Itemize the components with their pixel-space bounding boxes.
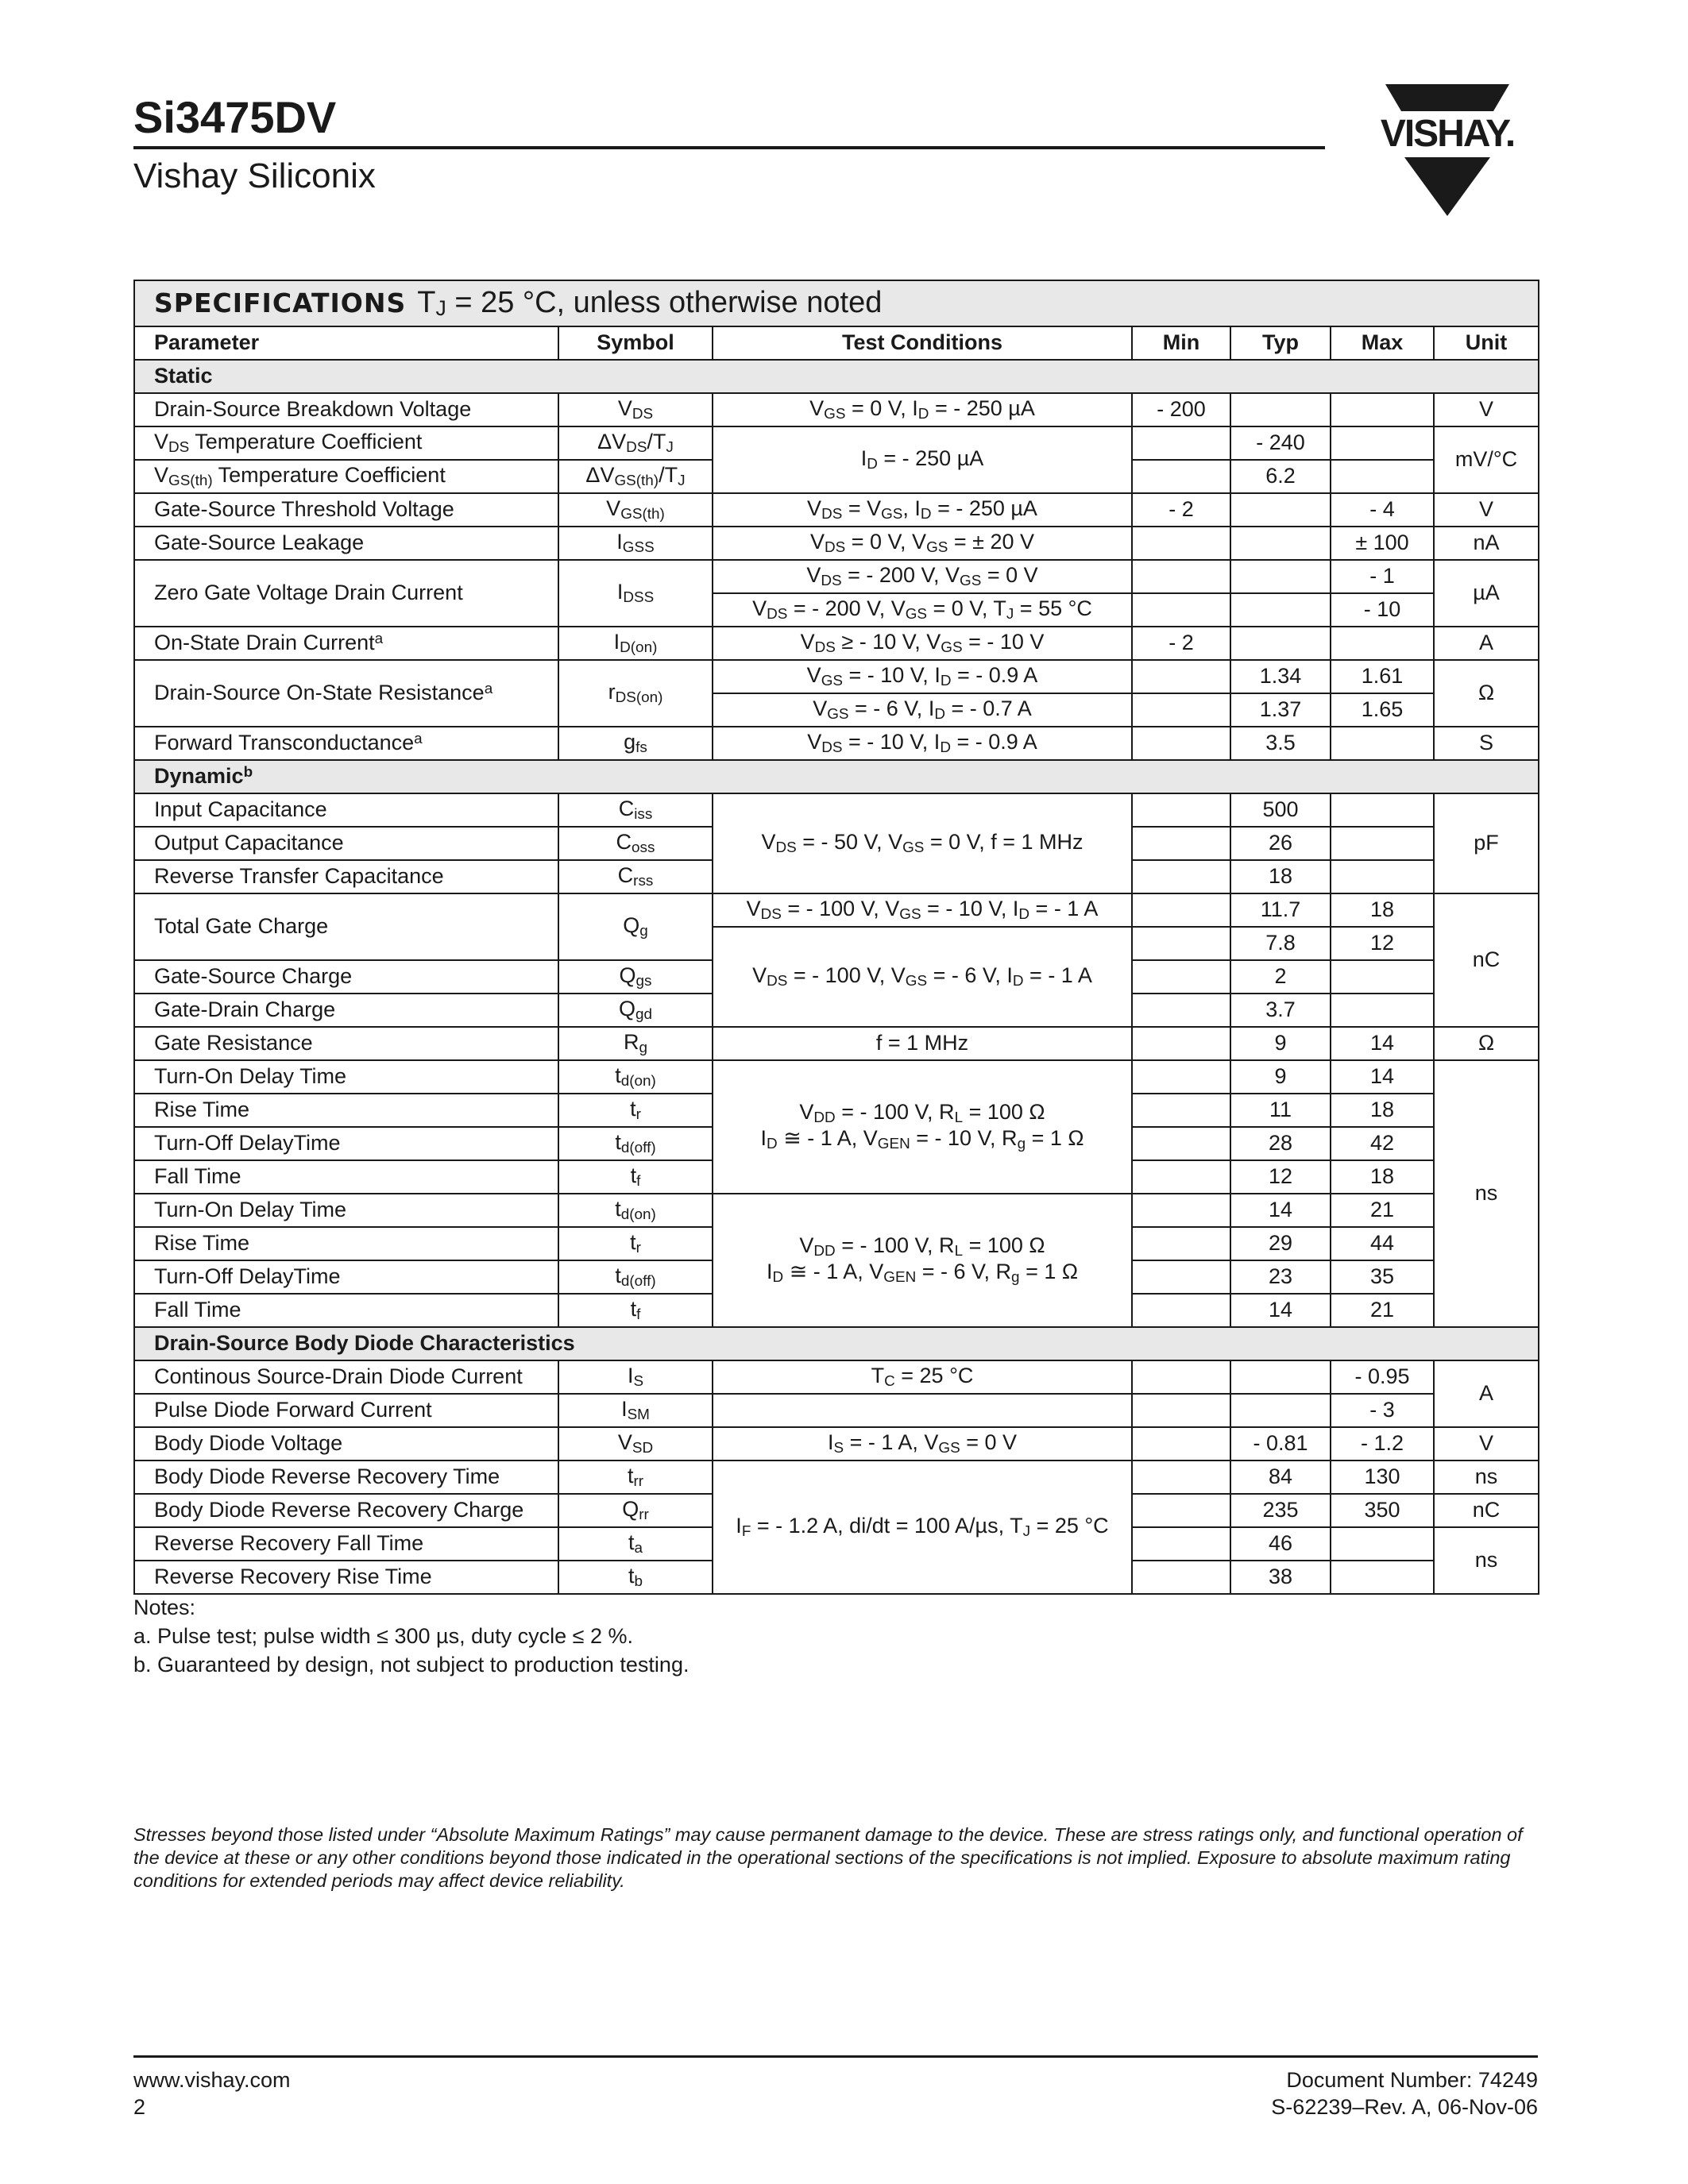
unit-cell: mV/°C bbox=[1434, 426, 1539, 493]
typ-cell: 28 bbox=[1230, 1127, 1331, 1160]
min-cell bbox=[1132, 1461, 1230, 1494]
min-cell bbox=[1132, 1027, 1230, 1060]
min-cell bbox=[1132, 527, 1230, 560]
table-row bbox=[134, 1394, 1539, 1427]
typ-cell bbox=[1230, 527, 1331, 560]
typ-cell: 18 bbox=[1230, 860, 1331, 893]
symbol-cell: $\Delta V_{DS}/T_J$ bbox=[558, 426, 713, 460]
col-min: Min bbox=[1132, 326, 1230, 360]
symbol-cell: $t_{rr}$ bbox=[558, 1461, 713, 1494]
max-cell: 18 bbox=[1331, 1160, 1434, 1194]
max-cell: 14 bbox=[1331, 1027, 1434, 1060]
unit-cell: nC bbox=[1434, 893, 1539, 1027]
part-number-title: Si3475DV bbox=[133, 92, 337, 142]
condition-cell: $V_{GS}$ = - 6 V, $I_D$ = - 0.7 A bbox=[713, 693, 1132, 727]
param-cell: $V_{GS(th)}$ Temperature Coefficient bbox=[134, 460, 558, 493]
param-cell: $V_{DS}$ Temperature Coefficient bbox=[134, 426, 558, 460]
notes-heading: Notes: bbox=[133, 1596, 196, 1619]
typ-cell: 46 bbox=[1230, 1527, 1331, 1561]
logo-text: VISHAY. bbox=[1380, 113, 1515, 155]
note-a: a. Pulse test; pulse width ≤ 300 µs, duty cycle ≤ 2 %. bbox=[133, 1624, 633, 1648]
max-cell bbox=[1331, 994, 1434, 1027]
condition-cell: $I_S$ = - 1 A, $V_{GS} = 0$ V bbox=[713, 1427, 1132, 1461]
table-row bbox=[134, 1427, 1539, 1461]
typ-cell: 11 bbox=[1230, 1094, 1331, 1127]
condition-cell: $I_F$ = - 1.2 A, di/dt = 100 A/µs, $T_J = 25$ °C bbox=[713, 1461, 1132, 1594]
max-cell: 42 bbox=[1331, 1127, 1434, 1160]
max-cell: ± 100 bbox=[1331, 527, 1434, 560]
specifications-table bbox=[133, 280, 1539, 1595]
max-cell: 350 bbox=[1331, 1494, 1434, 1527]
max-cell bbox=[1331, 460, 1434, 493]
condition-cell: f = 1 MHz bbox=[713, 1027, 1132, 1060]
typ-cell: - 0.81 bbox=[1230, 1427, 1331, 1461]
min-cell bbox=[1132, 994, 1230, 1027]
param-cell: Turn-Off DelayTime bbox=[134, 1260, 558, 1294]
param-cell: Gate-Source Leakage bbox=[134, 527, 558, 560]
unit-cell: Ω bbox=[1434, 660, 1539, 727]
condition-cell: $V_{DD}$ = - 100 V, $R_L = 100$ Ω $I_D$ ≅ - 1 A, $V_{GEN}$ = - 6 V, $R_g = 1$ Ω bbox=[713, 1194, 1132, 1327]
min-cell bbox=[1132, 1427, 1230, 1461]
vishay-logo bbox=[1360, 84, 1535, 216]
header-rule bbox=[133, 146, 1325, 149]
min-cell bbox=[1132, 660, 1230, 693]
min-cell bbox=[1132, 1561, 1230, 1594]
section-static: Static bbox=[134, 360, 1539, 393]
typ-cell: 2 bbox=[1230, 960, 1331, 994]
unit-cell: V bbox=[1434, 1427, 1539, 1461]
typ-cell bbox=[1230, 1394, 1331, 1427]
symbol-cell: $t_{d(off)}$ bbox=[558, 1260, 713, 1294]
symbol-cell: $t_f$ bbox=[558, 1160, 713, 1194]
section-dynamic: Dynamic$^b$ bbox=[134, 760, 1539, 793]
unit-cell: pF bbox=[1434, 793, 1539, 893]
symbol-cell: $t_b$ bbox=[558, 1561, 713, 1594]
max-cell bbox=[1331, 827, 1434, 860]
max-cell: - 1.2 bbox=[1331, 1427, 1434, 1461]
symbol-cell: $g_{fs}$ bbox=[558, 727, 713, 760]
min-cell bbox=[1132, 793, 1230, 827]
min-cell bbox=[1132, 593, 1230, 627]
section-row bbox=[134, 1327, 1539, 1360]
max-cell bbox=[1331, 727, 1434, 760]
min-cell bbox=[1132, 1094, 1230, 1127]
min-cell bbox=[1132, 1294, 1230, 1327]
symbol-cell: $t_{d(on)}$ bbox=[558, 1060, 713, 1094]
min-cell bbox=[1132, 893, 1230, 927]
unit-cell: A bbox=[1434, 627, 1539, 660]
max-cell bbox=[1331, 1527, 1434, 1561]
max-cell: 44 bbox=[1331, 1227, 1434, 1260]
min-cell bbox=[1132, 1494, 1230, 1527]
condition-cell: $V_{DS} = 0$ V, $V_{GS}$ = ± 20 V bbox=[713, 527, 1132, 560]
symbol-cell: $R_g$ bbox=[558, 1027, 713, 1060]
max-cell: 12 bbox=[1331, 927, 1434, 960]
document-number: Document Number: 74249 bbox=[1286, 2068, 1538, 2092]
unit-cell: A bbox=[1434, 1360, 1539, 1427]
max-cell: - 0.95 bbox=[1331, 1360, 1434, 1394]
symbol-cell: $t_r$ bbox=[558, 1227, 713, 1260]
unit-cell: ns bbox=[1434, 1527, 1539, 1594]
param-cell: Rise Time bbox=[134, 1227, 558, 1260]
typ-cell: 38 bbox=[1230, 1561, 1331, 1594]
typ-cell bbox=[1230, 493, 1331, 527]
max-cell: 35 bbox=[1331, 1260, 1434, 1294]
min-cell bbox=[1132, 727, 1230, 760]
unit-cell: V bbox=[1434, 393, 1539, 426]
table-row bbox=[134, 493, 1539, 527]
max-cell: 21 bbox=[1331, 1194, 1434, 1227]
company-subtitle: Vishay Siliconix bbox=[133, 156, 376, 195]
min-cell bbox=[1132, 560, 1230, 593]
column-header-row bbox=[134, 326, 1539, 360]
max-cell: - 10 bbox=[1331, 593, 1434, 627]
section-row bbox=[134, 760, 1539, 793]
footer-left bbox=[133, 2066, 291, 2120]
max-cell: - 4 bbox=[1331, 493, 1434, 527]
param-cell: Total Gate Charge bbox=[134, 893, 558, 960]
param-cell: Drain-Source On-State Resistance$^a$ bbox=[134, 660, 558, 727]
min-cell: - 200 bbox=[1132, 393, 1230, 426]
typ-cell: 3.5 bbox=[1230, 727, 1331, 760]
max-cell bbox=[1331, 426, 1434, 460]
table-row bbox=[134, 893, 1539, 927]
unit-cell: S bbox=[1434, 727, 1539, 760]
condition-cell: $V_{DS}$ = - 10 V, $I_D$ = - 0.9 A bbox=[713, 727, 1132, 760]
typ-cell: - 240 bbox=[1230, 426, 1331, 460]
symbol-cell: $V_{SD}$ bbox=[558, 1427, 713, 1461]
min-cell bbox=[1132, 460, 1230, 493]
symbol-cell: $t_a$ bbox=[558, 1527, 713, 1561]
condition-cell bbox=[713, 1394, 1132, 1427]
param-cell: Forward Transconductance$^a$ bbox=[134, 727, 558, 760]
condition-cell: $I_D$ = - 250 µA bbox=[713, 426, 1132, 493]
max-cell: 1.65 bbox=[1331, 693, 1434, 727]
param-cell: Input Capacitance bbox=[134, 793, 558, 827]
unit-cell: µA bbox=[1434, 560, 1539, 627]
max-cell: 21 bbox=[1331, 1294, 1434, 1327]
symbol-cell: $t_f$ bbox=[558, 1294, 713, 1327]
unit-cell: V bbox=[1434, 493, 1539, 527]
symbol-cell: $r_{DS(on)}$ bbox=[558, 660, 713, 727]
min-cell bbox=[1132, 1160, 1230, 1194]
min-cell bbox=[1132, 927, 1230, 960]
typ-cell: 29 bbox=[1230, 1227, 1331, 1260]
page-number: 2 bbox=[133, 2095, 146, 2119]
param-cell: Reverse Recovery Rise Time bbox=[134, 1561, 558, 1594]
param-cell: Rise Time bbox=[134, 1094, 558, 1127]
symbol-cell: $I_{D(on)}$ bbox=[558, 627, 713, 660]
typ-cell: 14 bbox=[1230, 1194, 1331, 1227]
min-cell bbox=[1132, 1194, 1230, 1227]
typ-cell: 9 bbox=[1230, 1027, 1331, 1060]
symbol-cell: $C_{rss}$ bbox=[558, 860, 713, 893]
param-cell: Body Diode Reverse Recovery Time bbox=[134, 1461, 558, 1494]
table-row bbox=[134, 793, 1539, 827]
table-row bbox=[134, 393, 1539, 426]
min-cell: - 2 bbox=[1132, 627, 1230, 660]
website-link[interactable]: www.vishay.com bbox=[133, 2068, 291, 2092]
condition-cell: $V_{DS}$ ≥ - 10 V, $V_{GS}$ = - 10 V bbox=[713, 627, 1132, 660]
symbol-cell: $t_r$ bbox=[558, 1094, 713, 1127]
max-cell bbox=[1331, 393, 1434, 426]
max-cell: 130 bbox=[1331, 1461, 1434, 1494]
typ-cell: 6.2 bbox=[1230, 460, 1331, 493]
symbol-cell: $I_{SM}$ bbox=[558, 1394, 713, 1427]
section-diode: Drain-Source Body Diode Characteristics bbox=[134, 1327, 1539, 1360]
max-cell bbox=[1331, 793, 1434, 827]
col-typ: Typ bbox=[1230, 326, 1331, 360]
symbol-cell: $I_{DSS}$ bbox=[558, 560, 713, 627]
condition-cell: $T_C = 25$ °C bbox=[713, 1360, 1132, 1394]
condition-cell: $V_{DS}$ = - 100 V, $V_{GS}$ = - 10 V, $I_D$ = - 1 A bbox=[713, 893, 1132, 927]
condition-cell: $V_{DS}$ = - 200 V, $V_{GS} = 0$ V, $T_J = 55$ °C bbox=[713, 593, 1132, 627]
min-cell: - 2 bbox=[1132, 493, 1230, 527]
symbol-cell: $I_S$ bbox=[558, 1360, 713, 1394]
param-cell: Body Diode Voltage bbox=[134, 1427, 558, 1461]
unit-cell: nA bbox=[1434, 527, 1539, 560]
table-row bbox=[134, 527, 1539, 560]
min-cell bbox=[1132, 1127, 1230, 1160]
col-unit: Unit bbox=[1434, 326, 1539, 360]
table-row bbox=[134, 560, 1539, 593]
typ-cell: 11.7 bbox=[1230, 893, 1331, 927]
symbol-cell: $V_{GS(th)}$ bbox=[558, 493, 713, 527]
condition-cell: $V_{DS}$ = - 100 V, $V_{GS}$ = - 6 V, $I_D$ = - 1 A bbox=[713, 927, 1132, 1027]
max-cell: 18 bbox=[1331, 1094, 1434, 1127]
max-cell: 14 bbox=[1331, 1060, 1434, 1094]
max-cell bbox=[1331, 960, 1434, 994]
symbol-cell: $Q_{gd}$ bbox=[558, 994, 713, 1027]
max-cell: - 1 bbox=[1331, 560, 1434, 593]
typ-cell: 84 bbox=[1230, 1461, 1331, 1494]
min-cell bbox=[1132, 1527, 1230, 1561]
table-row bbox=[134, 426, 1539, 460]
unit-cell: ns bbox=[1434, 1461, 1539, 1494]
typ-cell: 26 bbox=[1230, 827, 1331, 860]
min-cell bbox=[1132, 827, 1230, 860]
param-cell: Zero Gate Voltage Drain Current bbox=[134, 560, 558, 627]
footer-right bbox=[1271, 2066, 1538, 2120]
min-cell bbox=[1132, 1060, 1230, 1094]
col-max: Max bbox=[1331, 326, 1434, 360]
table-row bbox=[134, 660, 1539, 693]
table-caption-row bbox=[134, 280, 1539, 326]
notes bbox=[133, 1593, 689, 1679]
unit-cell: ns bbox=[1434, 1060, 1539, 1327]
footer-rule bbox=[133, 2055, 1538, 2058]
max-cell bbox=[1331, 627, 1434, 660]
min-cell bbox=[1132, 1394, 1230, 1427]
table-row bbox=[134, 727, 1539, 760]
typ-cell bbox=[1230, 627, 1331, 660]
typ-cell: 9 bbox=[1230, 1060, 1331, 1094]
table-condition: $T_J = 25$ °C, unless otherwise noted bbox=[417, 285, 883, 320]
revision: S-62239–Rev. A, 06-Nov-06 bbox=[1271, 2095, 1538, 2119]
table-row bbox=[134, 627, 1539, 660]
typ-cell bbox=[1230, 593, 1331, 627]
typ-cell: 500 bbox=[1230, 793, 1331, 827]
param-cell: Output Capacitance bbox=[134, 827, 558, 860]
param-cell: Turn-On Delay Time bbox=[134, 1194, 558, 1227]
param-cell: Turn-Off DelayTime bbox=[134, 1127, 558, 1160]
condition-cell: $V_{GS} = 0$ V, $I_D$ = - 250 µA bbox=[713, 393, 1132, 426]
unit-cell: nC bbox=[1434, 1494, 1539, 1527]
param-cell: Reverse Transfer Capacitance bbox=[134, 860, 558, 893]
table-title: SPECIFICATIONS bbox=[154, 287, 407, 318]
symbol-cell: $\Delta V_{GS(th)}/T_J$ bbox=[558, 460, 713, 493]
min-cell bbox=[1132, 960, 1230, 994]
condition-cell: $V_{DD}$ = - 100 V, $R_L = 100$ Ω $I_D$ ≅ - 1 A, $V_{GEN}$ = - 10 V, $R_g = 1$ Ω bbox=[713, 1060, 1132, 1194]
disclaimer: Stresses beyond those listed under “Absolute Maximum Ratings” may cause permanent damage to the device. These are stress ratings only, and functional operation of the device at these or any other conditions beyond those indicated in the operational sections of the specifications is not implied. Exposure to absolute maximum rating conditions for extended periods may affect device reliability. bbox=[133, 1824, 1523, 1891]
table-row bbox=[134, 1461, 1539, 1494]
col-symbol: Symbol bbox=[558, 326, 713, 360]
symbol-cell: $C_{oss}$ bbox=[558, 827, 713, 860]
note-b: b. Guaranteed by design, not subject to production testing. bbox=[133, 1653, 689, 1677]
param-cell: Turn-On Delay Time bbox=[134, 1060, 558, 1094]
max-cell bbox=[1331, 1561, 1434, 1594]
min-cell bbox=[1132, 1260, 1230, 1294]
table-row bbox=[134, 1360, 1539, 1394]
typ-cell bbox=[1230, 1360, 1331, 1394]
param-cell: On-State Drain Current$^a$ bbox=[134, 627, 558, 660]
param-cell: Continous Source-Drain Diode Current bbox=[134, 1360, 558, 1394]
param-cell: Gate-Source Threshold Voltage bbox=[134, 493, 558, 527]
max-cell: 1.61 bbox=[1331, 660, 1434, 693]
param-cell: Pulse Diode Forward Current bbox=[134, 1394, 558, 1427]
condition-cell: $V_{DS}$ = - 50 V, $V_{GS} = 0$ V, f = 1 MHz bbox=[713, 793, 1132, 893]
param-cell: Gate-Source Charge bbox=[134, 960, 558, 994]
max-cell: - 3 bbox=[1331, 1394, 1434, 1427]
typ-cell: 14 bbox=[1230, 1294, 1331, 1327]
param-cell: Gate-Drain Charge bbox=[134, 994, 558, 1027]
min-cell bbox=[1132, 1227, 1230, 1260]
min-cell bbox=[1132, 860, 1230, 893]
condition-cell: $V_{DS}$ = - 200 V, $V_{GS} = 0$ V bbox=[713, 560, 1132, 593]
typ-cell: 7.8 bbox=[1230, 927, 1331, 960]
typ-cell: 3.7 bbox=[1230, 994, 1331, 1027]
typ-cell bbox=[1230, 560, 1331, 593]
symbol-cell: $C_{iss}$ bbox=[558, 793, 713, 827]
param-cell: Fall Time bbox=[134, 1160, 558, 1194]
condition-cell: $V_{GS}$ = - 10 V, $I_D$ = - 0.9 A bbox=[713, 660, 1132, 693]
max-cell: 18 bbox=[1331, 893, 1434, 927]
param-cell: Body Diode Reverse Recovery Charge bbox=[134, 1494, 558, 1527]
col-test-conditions: Test Conditions bbox=[713, 326, 1132, 360]
symbol-cell: $Q_g$ bbox=[558, 893, 713, 960]
min-cell bbox=[1132, 426, 1230, 460]
typ-cell: 1.37 bbox=[1230, 693, 1331, 727]
typ-cell bbox=[1230, 393, 1331, 426]
table-row bbox=[134, 1060, 1539, 1094]
symbol-cell: $t_{d(on)}$ bbox=[558, 1194, 713, 1227]
table-row bbox=[134, 1027, 1539, 1060]
symbol-cell: $t_{d(off)}$ bbox=[558, 1127, 713, 1160]
symbol-cell: $V_{DS}$ bbox=[558, 393, 713, 426]
condition-cell: $V_{DS} = V_{GS}$, $I_D$ = - 250 µA bbox=[713, 493, 1132, 527]
param-cell: Gate Resistance bbox=[134, 1027, 558, 1060]
symbol-cell: $Q_{rr}$ bbox=[558, 1494, 713, 1527]
typ-cell: 23 bbox=[1230, 1260, 1331, 1294]
param-cell: Fall Time bbox=[134, 1294, 558, 1327]
table-row bbox=[134, 1194, 1539, 1227]
min-cell bbox=[1132, 1360, 1230, 1394]
max-cell bbox=[1331, 860, 1434, 893]
typ-cell: 12 bbox=[1230, 1160, 1331, 1194]
param-cell: Drain-Source Breakdown Voltage bbox=[134, 393, 558, 426]
typ-cell: 1.34 bbox=[1230, 660, 1331, 693]
symbol-cell: $Q_{gs}$ bbox=[558, 960, 713, 994]
section-row bbox=[134, 360, 1539, 393]
unit-cell: Ω bbox=[1434, 1027, 1539, 1060]
typ-cell: 235 bbox=[1230, 1494, 1331, 1527]
col-parameter: Parameter bbox=[134, 326, 558, 360]
min-cell bbox=[1132, 693, 1230, 727]
symbol-cell: $I_{GSS}$ bbox=[558, 527, 713, 560]
param-cell: Reverse Recovery Fall Time bbox=[134, 1527, 558, 1561]
